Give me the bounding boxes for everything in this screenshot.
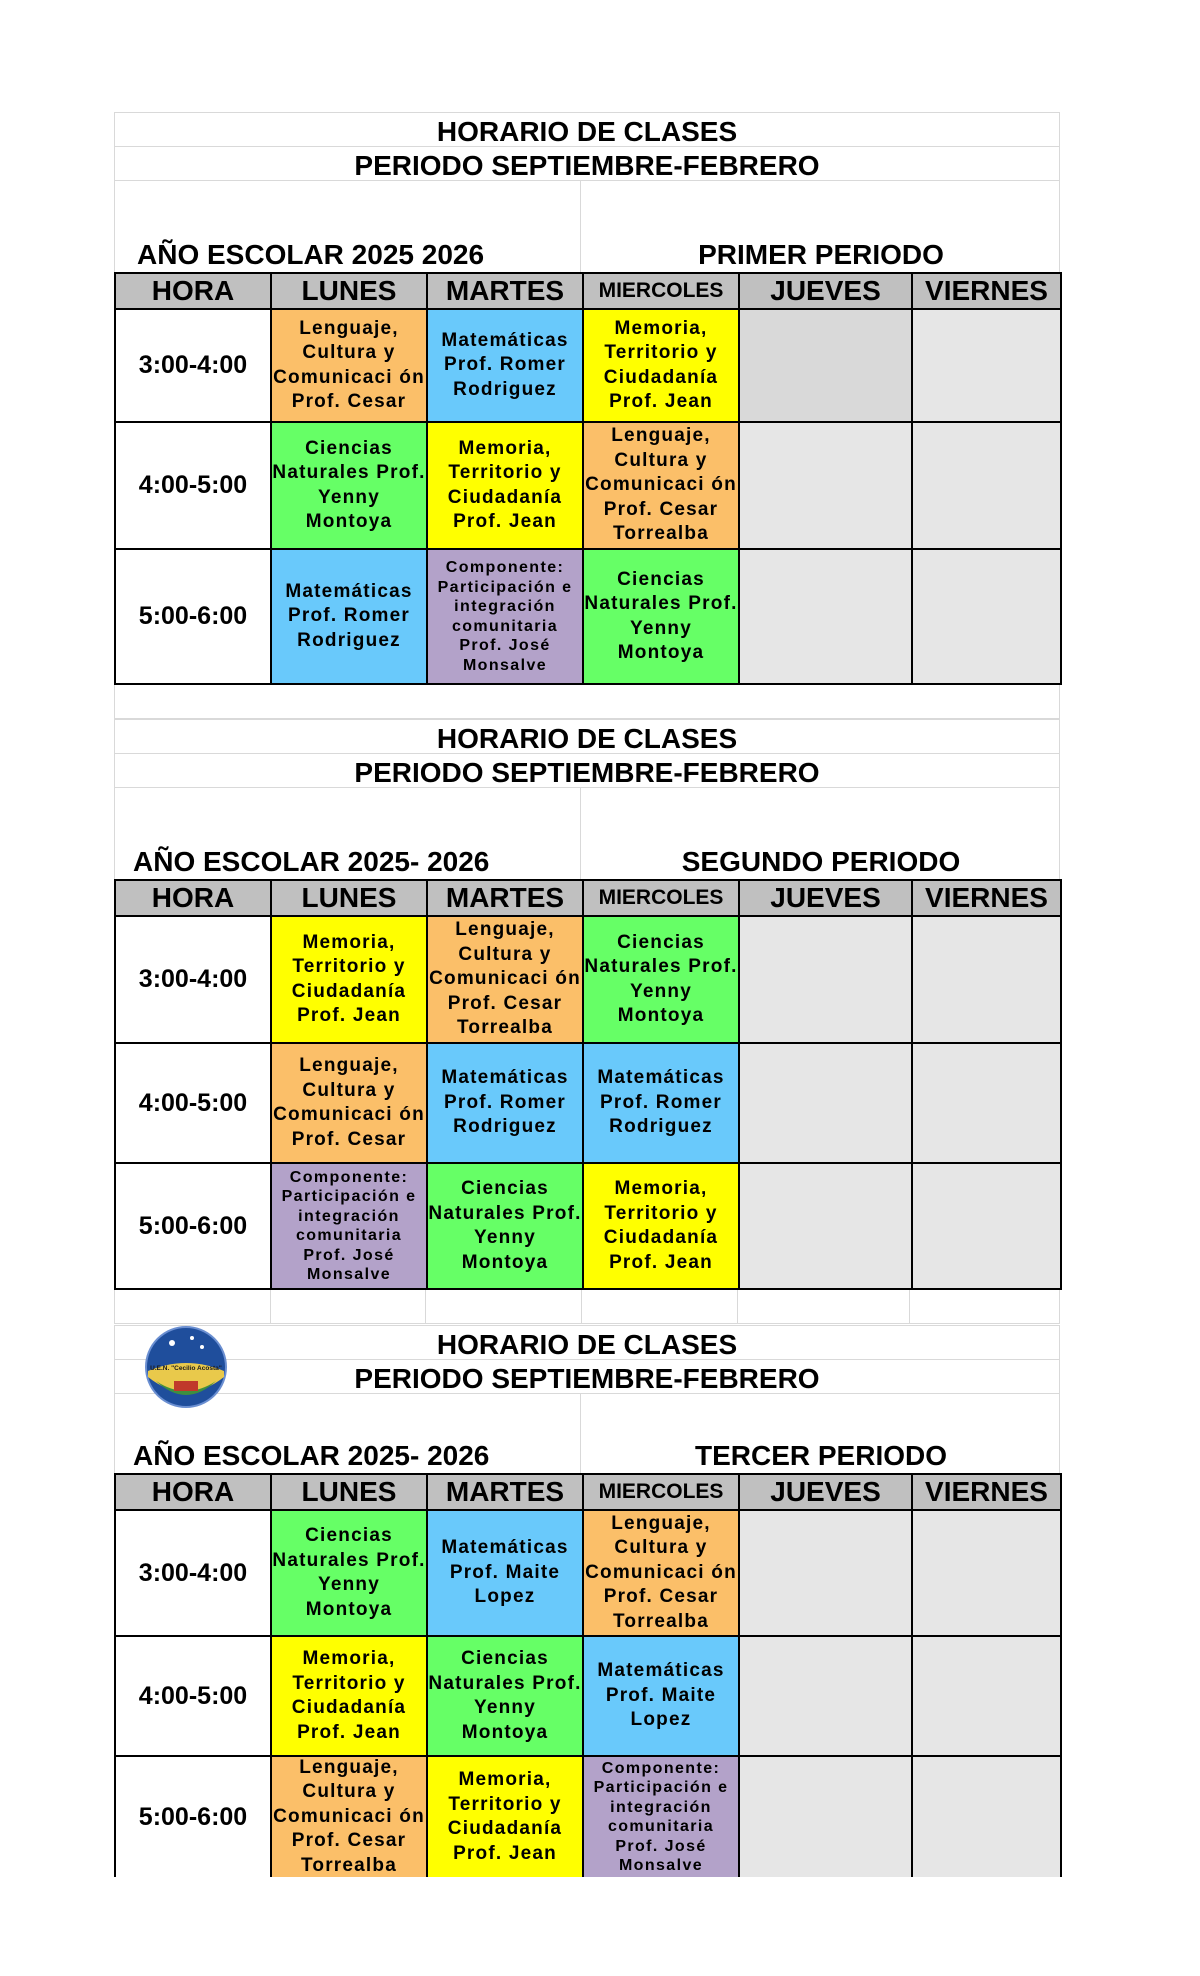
header-viernes: VIERNES bbox=[912, 880, 1061, 916]
class-cell bbox=[583, 1636, 739, 1756]
schedule-primer-periodo bbox=[114, 112, 1060, 719]
header-viernes: VIERNES bbox=[912, 1474, 1061, 1510]
schedule-table bbox=[114, 1473, 1062, 1877]
schedule-title: HORARIO DE CLASES bbox=[114, 719, 1060, 753]
class-cell bbox=[583, 1163, 739, 1289]
class-text: Ciencias Naturales Prof. Yenny Montoya bbox=[272, 1525, 426, 1620]
empty-cell bbox=[739, 1756, 912, 1877]
empty-cell bbox=[739, 1636, 912, 1756]
table-row bbox=[115, 549, 1061, 684]
class-text: Lenguaje, Cultura y Comunicaci ón Prof. Cesar Torrealba bbox=[429, 919, 581, 1039]
class-text: Lenguaje, Cultura y Comunicaci ón Prof. Cesar Torrealba bbox=[585, 425, 737, 545]
header-viernes: VIERNES bbox=[912, 273, 1061, 309]
header-jueves: JUEVES bbox=[739, 273, 912, 309]
schedule-subtitle: PERIODO SEPTIEMBRE-FEBRERO bbox=[114, 753, 1060, 787]
header-hora: HORA bbox=[115, 273, 271, 309]
header-row bbox=[115, 273, 1061, 309]
schedule-tercer-periodo bbox=[114, 1325, 1060, 1877]
school-logo bbox=[144, 1325, 228, 1409]
header-lunes: LUNES bbox=[271, 880, 427, 916]
class-cell bbox=[583, 309, 739, 422]
empty-cell bbox=[912, 309, 1061, 422]
schedule-subtitle: PERIODO SEPTIEMBRE-FEBRERO bbox=[114, 1359, 1060, 1393]
school-year: AÑO ESCOLAR 2025 2026 bbox=[137, 239, 485, 270]
hora-cell: 3:00-4:00 bbox=[115, 916, 271, 1043]
class-cell bbox=[583, 1510, 739, 1636]
schedule-table bbox=[114, 879, 1062, 1290]
header-miercoles: MIERCOLES bbox=[583, 880, 739, 916]
class-text: Componente: Participación e integración comunitaria Prof. José Monsalve bbox=[281, 1168, 417, 1283]
header-miercoles: MIERCOLES bbox=[583, 273, 739, 309]
schedule-meta-row bbox=[114, 787, 1060, 879]
empty-cell bbox=[912, 916, 1061, 1043]
header-hora: HORA bbox=[115, 880, 271, 916]
class-text: Matemáticas Prof. Romer Rodriguez bbox=[441, 1067, 569, 1138]
empty-cell bbox=[739, 309, 912, 422]
class-cell bbox=[271, 1043, 427, 1163]
class-text: Matemáticas Prof. Maite Lopez bbox=[441, 1537, 569, 1608]
hora-cell: 4:00-5:00 bbox=[115, 1043, 271, 1163]
table-row bbox=[115, 1510, 1061, 1636]
empty-cell bbox=[739, 1510, 912, 1636]
empty-cell bbox=[912, 1756, 1061, 1877]
spacer-row bbox=[114, 1290, 1060, 1324]
table-row bbox=[115, 309, 1061, 422]
class-text: Ciencias Naturales Prof. Yenny Montoya bbox=[584, 931, 738, 1026]
schedule-table bbox=[114, 272, 1062, 685]
period-label: PRIMER PERIODO bbox=[698, 239, 944, 270]
schedule-meta-row bbox=[114, 1393, 1060, 1473]
class-text: Lenguaje, Cultura y Comunicaci ón Prof. Cesar bbox=[273, 317, 425, 412]
empty-cell bbox=[912, 422, 1061, 549]
header-lunes: LUNES bbox=[271, 1474, 427, 1510]
class-text: Matemáticas Prof. Romer Rodriguez bbox=[285, 580, 413, 651]
class-cell bbox=[583, 1756, 739, 1877]
empty-cell bbox=[912, 549, 1061, 684]
class-cell bbox=[583, 1043, 739, 1163]
logo-text: U.E.N. "Cecilio Acosta" bbox=[150, 1365, 222, 1372]
school-year: AÑO ESCOLAR 2025- 2026 bbox=[133, 846, 490, 877]
class-text: Memoria, Territorio y Ciudadanía Prof. Jean bbox=[447, 1769, 563, 1864]
class-cell bbox=[583, 422, 739, 549]
class-text: Memoria, Territorio y Ciudadanía Prof. Jean bbox=[447, 437, 563, 532]
header-row bbox=[115, 1474, 1061, 1510]
class-cell bbox=[427, 916, 583, 1043]
header-jueves: JUEVES bbox=[739, 1474, 912, 1510]
hora-cell: 3:00-4:00 bbox=[115, 309, 271, 422]
header-hora: HORA bbox=[115, 1474, 271, 1510]
period-label: SEGUNDO PERIODO bbox=[681, 846, 961, 877]
empty-cell bbox=[912, 1043, 1061, 1163]
class-text: Componente: Participación e integración comunitaria Prof. José Monsalve bbox=[593, 1759, 729, 1874]
empty-cell bbox=[739, 549, 912, 684]
table-row bbox=[115, 1163, 1061, 1289]
empty-cell bbox=[739, 1043, 912, 1163]
schedule-title: HORARIO DE CLASES bbox=[114, 1325, 1060, 1359]
class-text: Ciencias Naturales Prof. Yenny Montoya bbox=[428, 1178, 582, 1273]
class-text: Matemáticas Prof. Romer Rodriguez bbox=[597, 1067, 725, 1138]
class-text: Ciencias Naturales Prof. Yenny Montoya bbox=[272, 437, 426, 532]
class-cell bbox=[427, 309, 583, 422]
table-row bbox=[115, 1756, 1061, 1877]
class-text: Lenguaje, Cultura y Comunicaci ón Prof. Cesar Torrealba bbox=[585, 1512, 737, 1632]
class-text: Memoria, Territorio y Ciudadanía Prof. Jean bbox=[291, 1648, 407, 1743]
class-text: Ciencias Naturales Prof. Yenny Montoya bbox=[584, 568, 738, 663]
period-label: TERCER PERIODO bbox=[694, 1440, 948, 1471]
empty-cell bbox=[912, 1510, 1061, 1636]
table-row bbox=[115, 422, 1061, 549]
empty-cell bbox=[912, 1163, 1061, 1289]
table-row bbox=[115, 1636, 1061, 1756]
class-cell bbox=[271, 916, 427, 1043]
class-cell bbox=[427, 1756, 583, 1877]
class-cell bbox=[427, 1636, 583, 1756]
class-text: Lenguaje, Cultura y Comunicaci ón Prof. Cesar Torrealba bbox=[273, 1757, 425, 1876]
header-jueves: JUEVES bbox=[739, 880, 912, 916]
class-text: Matemáticas Prof. Maite Lopez bbox=[597, 1660, 725, 1731]
table-row bbox=[115, 916, 1061, 1043]
class-cell bbox=[271, 549, 427, 684]
class-cell bbox=[583, 549, 739, 684]
spacer-row bbox=[114, 685, 1060, 719]
class-text: Matemáticas Prof. Romer Rodriguez bbox=[441, 329, 569, 400]
header-miercoles: MIERCOLES bbox=[583, 1474, 739, 1510]
class-cell bbox=[271, 1510, 427, 1636]
class-text: Memoria, Territorio y Ciudadanía Prof. Jean bbox=[603, 317, 719, 412]
class-text: Ciencias Naturales Prof. Yenny Montoya bbox=[428, 1648, 582, 1743]
empty-cell bbox=[739, 916, 912, 1043]
class-cell bbox=[427, 1163, 583, 1289]
class-cell bbox=[271, 422, 427, 549]
class-cell bbox=[271, 1636, 427, 1756]
class-cell bbox=[271, 1163, 427, 1289]
schedule-meta-row bbox=[114, 180, 1060, 272]
hora-cell: 4:00-5:00 bbox=[115, 1636, 271, 1756]
class-text: Memoria, Territorio y Ciudadanía Prof. Jean bbox=[291, 931, 407, 1026]
hora-cell: 4:00-5:00 bbox=[115, 422, 271, 549]
class-cell bbox=[271, 1756, 427, 1877]
empty-cell bbox=[739, 422, 912, 549]
header-lunes: LUNES bbox=[271, 273, 427, 309]
header-martes: MARTES bbox=[427, 1474, 583, 1510]
schedule-subtitle: PERIODO SEPTIEMBRE-FEBRERO bbox=[114, 146, 1060, 180]
header-row bbox=[115, 880, 1061, 916]
hora-cell: 5:00-6:00 bbox=[115, 1756, 271, 1877]
class-text: Lenguaje, Cultura y Comunicaci ón Prof. Cesar bbox=[273, 1055, 425, 1150]
class-cell bbox=[427, 1510, 583, 1636]
class-cell bbox=[427, 1043, 583, 1163]
class-cell bbox=[271, 309, 427, 422]
schedule-title: HORARIO DE CLASES bbox=[114, 112, 1060, 146]
class-text: Componente: Participación e integración comunitaria Prof. José Monsalve bbox=[437, 559, 573, 674]
school-year: AÑO ESCOLAR 2025- 2026 bbox=[133, 1440, 490, 1471]
class-text: Memoria, Territorio y Ciudadanía Prof. Jean bbox=[603, 1178, 719, 1273]
class-cell bbox=[427, 422, 583, 549]
header-martes: MARTES bbox=[427, 273, 583, 309]
hora-cell: 5:00-6:00 bbox=[115, 1163, 271, 1289]
table-row bbox=[115, 1043, 1061, 1163]
empty-cell bbox=[739, 1163, 912, 1289]
class-cell bbox=[427, 549, 583, 684]
empty-cell bbox=[912, 1636, 1061, 1756]
hora-cell: 3:00-4:00 bbox=[115, 1510, 271, 1636]
hora-cell: 5:00-6:00 bbox=[115, 549, 271, 684]
header-martes: MARTES bbox=[427, 880, 583, 916]
schedule-segundo-periodo bbox=[114, 719, 1060, 1324]
class-cell bbox=[583, 916, 739, 1043]
